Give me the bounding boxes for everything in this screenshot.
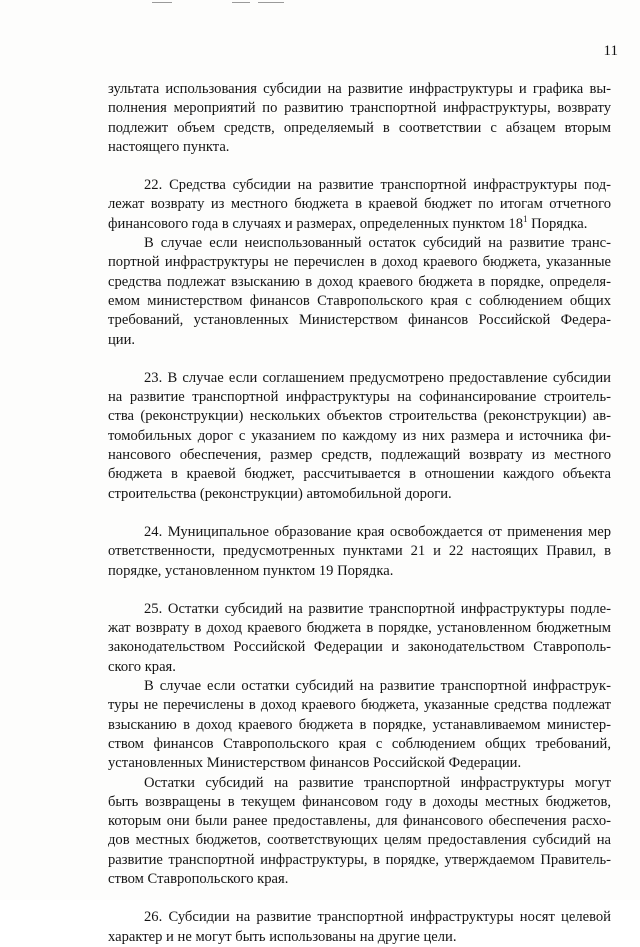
text-line: 26. Субсидии на развитие транспортной инфраструктуры носят целевой (144, 909, 611, 926)
paragraph (108, 80, 611, 157)
text-line: 25. Остатки субсидий на развитие транспортной инфраструктуры подле- (144, 600, 611, 617)
text-line: взысканию в доход краевого бюджета в порядке, устанавливаемом министер- (108, 716, 611, 733)
text-line: емом министерством финансов Ставропольского края с соблюдением общих (108, 292, 611, 309)
text-line: подлежит объем средств, определяемый в соответствии с абзацем вторым (108, 119, 611, 136)
text-line: полнения мероприятий по развитию транспортной инфраструктуры, возврату (108, 100, 611, 117)
scan-artifact (152, 2, 172, 3)
text-line: ции. (108, 331, 136, 348)
text-line: настоящего пункта. (108, 138, 230, 155)
text-line: законодательством Российской Федерации и законодательством Ставрополь- (108, 639, 611, 656)
text-line: бюджета в краевой бюджет, рассчитывается в отношении каждого объекта (108, 466, 611, 483)
text-line: установленных Министерством финансов Российской Федерации. (108, 755, 522, 772)
text-line: требований, установленных Министерством финансов Российской Федера- (108, 312, 611, 329)
paragraph (108, 600, 611, 677)
text-line: зультата использования субсидии на развитие инфраструктуры и графика вы- (108, 81, 611, 97)
paragraph (108, 774, 611, 890)
text-line: томобильных дорог с указанием по каждому из них размера и источника фи- (108, 427, 611, 444)
text-line: развитие транспортной инфраструктуры, в порядке, утверждаемом Правитель- (108, 851, 611, 868)
paragraph (108, 234, 611, 350)
text-line: ответственности, предусмотренных пунктами 21 и 22 настоящих Правил, в (108, 543, 611, 560)
paragraph-gap (108, 581, 611, 600)
page-number: 11 (603, 43, 618, 59)
text-line: В случае если неиспользованный остаток субсидий на развитие транс- (144, 235, 611, 252)
paragraph (108, 369, 611, 504)
document-body (108, 80, 611, 947)
text-line: средства подлежат взысканию в доход краевого бюджета в порядке, определя- (108, 273, 611, 290)
text-line: дов местных бюджетов, соответствующих целям предоставления субсидий на (108, 832, 611, 849)
text-line: В случае если остатки субсидий на развитие транспортной инфраструк- (144, 678, 611, 695)
scan-artifact (232, 2, 250, 3)
paragraph (108, 523, 611, 581)
text-line: финансового года в случаях и размерах, определенных пунктом $18^1$ Порядка. (108, 213, 588, 232)
paragraph-gap (108, 504, 611, 523)
text-line: характер и не могут быть использованы на другие цели. (108, 928, 457, 945)
text-line: быть возвращены в текущем финансовом году в доходы местных бюджетов, (108, 793, 611, 810)
text-line: лежат возврату из местного бюджета в краевой бюджет по итогам отчетного (108, 196, 611, 213)
paragraph (108, 908, 611, 947)
text-line: 22. Средства субсидии на развитие транспортной инфраструктуры под- (144, 177, 611, 194)
superscript: 1 (523, 213, 528, 224)
paragraph-gap (108, 157, 611, 176)
text-line: ством Ставропольского края. (108, 870, 289, 887)
text-line: портной инфраструктуры не перечислен в доход краевого бюджета, указанные (108, 254, 611, 271)
text-line: 24. Муниципальное образование края освобождается от применения мер (144, 523, 611, 540)
paragraph (108, 176, 611, 234)
text-line: жат возврату в доход краевого бюджета в порядке, установленном бюджетным (108, 620, 611, 637)
text-line: порядке, установленном пунктом 19 Порядка. (108, 562, 394, 579)
text-line: 23. В случае если соглашением предусмотрено предоставление субсидии (144, 369, 611, 386)
text-line: Остатки субсидий на развитие транспортной инфраструктуры могут (144, 774, 611, 791)
text-line: туры не перечислены в доход краевого бюджета, указанные средства подлежат (108, 697, 611, 714)
text-line: строительства (реконструкции) автомобильной дороги. (108, 485, 452, 502)
text-line: нансового обеспечения, размер средств, подлежащий возврату из местного (108, 447, 611, 464)
text-line: ского края. (108, 658, 176, 675)
text-line: которым они были ранее предоставлены, для финансового обеспечения расхо- (108, 813, 611, 830)
paragraph-gap (108, 350, 611, 369)
scan-artifact (258, 2, 284, 3)
text-line: ством финансов Ставропольского края с соблюдением общих требований, (108, 735, 611, 752)
paragraph (108, 677, 611, 773)
text-line: ства (реконструкции) нескольких объектов строительства (реконструкции) ав- (108, 408, 611, 425)
paragraph-gap (108, 889, 611, 908)
text-line: на развитие транспортной инфраструктуры на софинансирование строитель- (108, 389, 611, 406)
